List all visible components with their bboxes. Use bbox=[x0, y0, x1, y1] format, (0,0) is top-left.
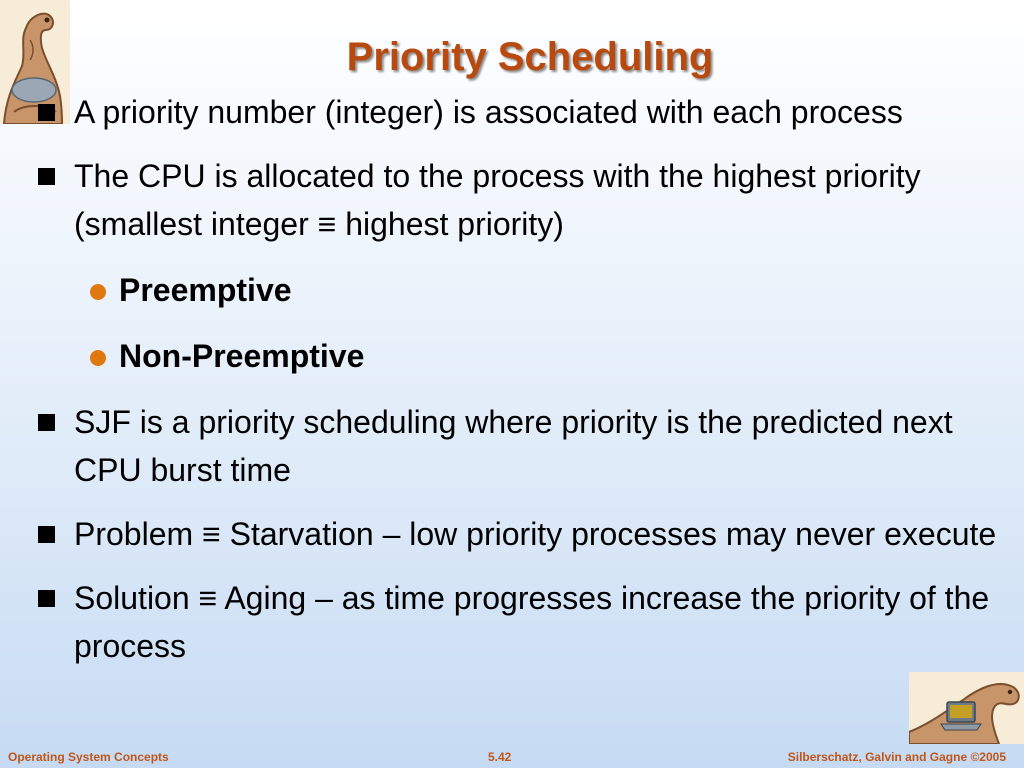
bullet-item bbox=[36, 88, 1011, 136]
bullet-item bbox=[36, 510, 1011, 558]
square-bullet-icon bbox=[38, 414, 55, 431]
slide-content bbox=[36, 88, 1011, 670]
round-bullet-icon bbox=[90, 350, 106, 366]
bullet-text: SJF is a priority scheduling where priority is the predicted next CPU burst time bbox=[74, 404, 953, 488]
square-bullet-icon bbox=[38, 168, 55, 185]
bullet-text: A priority number (integer) is associated with each process bbox=[74, 94, 903, 130]
square-bullet-icon bbox=[38, 104, 55, 121]
footer-slide-number: 5.42 bbox=[488, 750, 512, 764]
footer-copyright: Silberschatz, Galvin and Gagne ©2005 bbox=[787, 750, 1006, 764]
slide-title: Priority Scheduling bbox=[346, 34, 714, 79]
footer-course-title: Operating System Concepts bbox=[8, 750, 169, 764]
round-bullet-icon bbox=[90, 284, 106, 300]
bullet-item bbox=[36, 152, 1011, 248]
square-bullet-icon bbox=[38, 526, 55, 543]
sub-bullet-text: Non-Preemptive bbox=[119, 338, 365, 374]
bullet-text: The CPU is allocated to the process with the highest priority (smallest integer ≡ highest priority) bbox=[74, 158, 921, 242]
sub-bullet-text: Preemptive bbox=[119, 272, 292, 308]
bullet-text: Solution ≡ Aging – as time progresses increase the priority of the process bbox=[74, 580, 990, 664]
sub-bullet-item bbox=[36, 332, 1011, 380]
square-bullet-icon bbox=[38, 590, 55, 607]
dinosaur-laptop-icon bbox=[909, 672, 1024, 744]
sub-bullet-item bbox=[36, 266, 1011, 314]
bullet-text: Problem ≡ Starvation – low priority processes may never execute bbox=[74, 516, 997, 552]
bullet-item bbox=[36, 398, 1011, 494]
bullet-item bbox=[36, 574, 1011, 670]
